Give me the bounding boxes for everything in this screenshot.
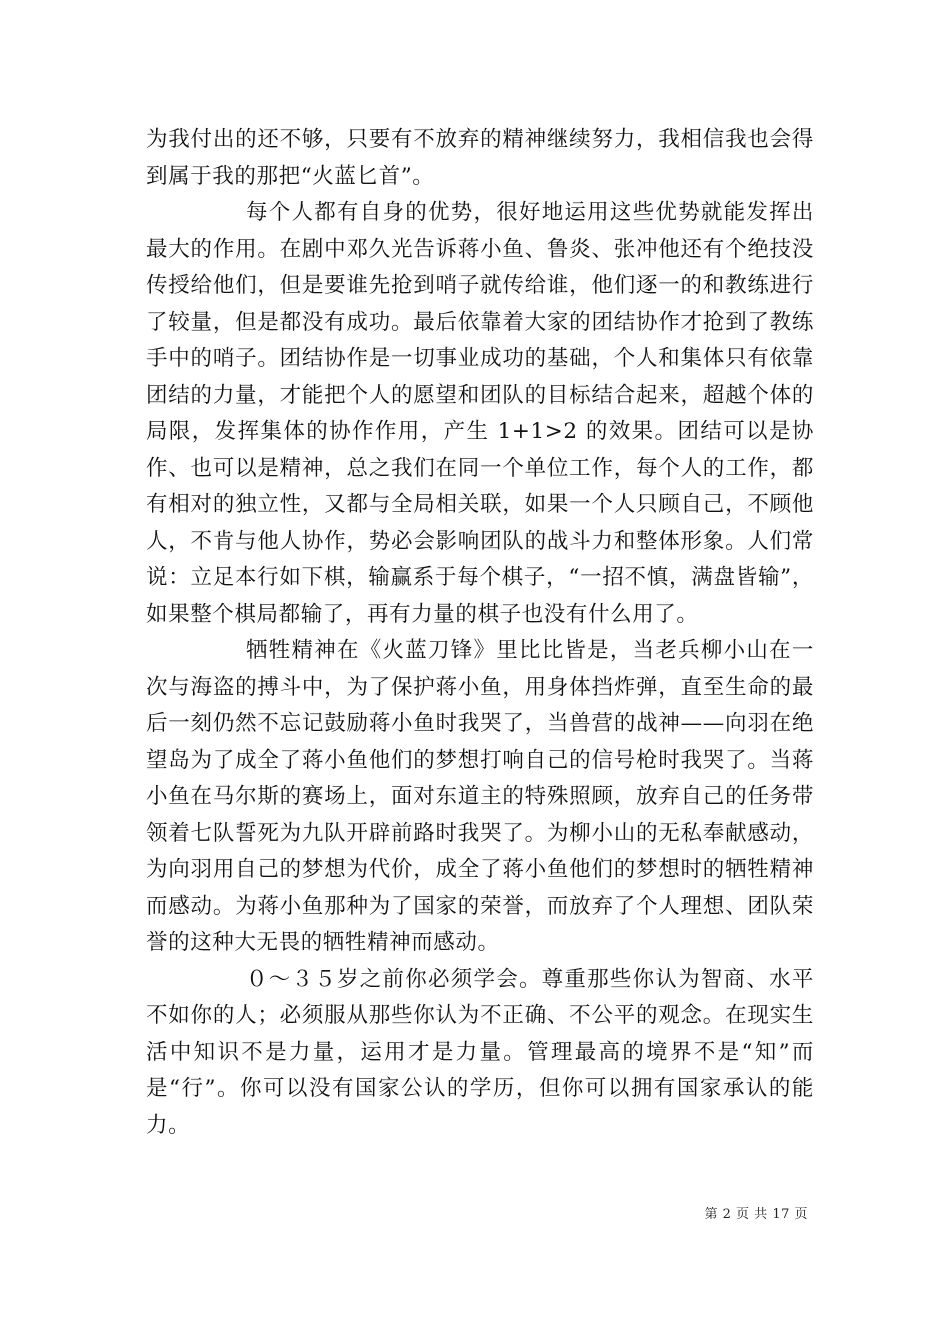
body-text bbox=[146, 122, 814, 1144]
paragraph-continuation: 为我付出的还不够，只要有不放弃的精神继续努力，我相信我也会得到属于我的那把“火蓝匕首”。 bbox=[146, 127, 814, 189]
paragraph-sacrifice: 牺牲精神在《火蓝刀锋》里比比皆是，当老兵柳小山在一次与海盗的搏斗中，为了保护蒋小鱼，用身体挡炸弹，直至生命的最后一刻仍然不忘记鼓励蒋小鱼时我哭了，当兽营的战神——向羽在绝望岛为了成全了蒋小鱼他们的梦想打响自己的信号枪时我哭了。当蒋小鱼在马尔斯的赛场上，面对东道主的特殊照顾，放弃自己的任务带领着七队誓死为九队开辟前路时我哭了。为柳小山的无私奉献感动，为向羽用自己的梦想为代价，成全了蒋小鱼他们的梦想时的牺牲精神而感动。为蒋小鱼那种为了国家的荣誉，而放弃了个人理想、团队荣誉的这种大无畏的牺牲精神而感动。 bbox=[146, 638, 814, 955]
paragraph-advantages: 每个人都有自身的优势，很好地运用这些优势就能发挥出最大的作用。在剧中邓久光告诉蒋小鱼、鲁炎、张冲他还有个绝技没传授给他们，但是要谁先抢到哨子就传给谁，他们逐一的和教练进行了较量，但是都没有成功。最后依靠着大家的团结协作才抢到了教练手中的哨子。团结协作是一切事业成功的基础，个人和集体只有依靠团结的力量，才能把个人的愿望和团队的目标结合起来，超越个体的局限，发挥集体的协作作用，产生 1+1>2 的效果。团结可以是协作、也可以是精神，总之我们在同一个单位工作，每个人的工作，都有相对的独立性，又都与全局相关联，如果一个人只顾自己，不顾他人，不肯与他人协作，势必会影响团队的战斗力和整体形象。人们常说：立足本行如下棋，输赢系于每个棋子，“一招不慎，满盘皆输”，如果整个棋局都输了，再有力量的棋子也没有什么用了。 bbox=[146, 200, 814, 627]
page-number: 第 2 页 共 17 页 bbox=[704, 1207, 808, 1222]
paragraph-before-35: ０～３５岁之前你必须学会。尊重那些你认为智商、水平不如你的人；必须服从那些你认为不正确、不公平的观念。在现实生活中知识不是力量，运用才是力量。管理最高的境界不是“知”而是“行”。你可以没有国家公认的学历，但你可以拥有国家承认的能力。 bbox=[146, 966, 814, 1138]
